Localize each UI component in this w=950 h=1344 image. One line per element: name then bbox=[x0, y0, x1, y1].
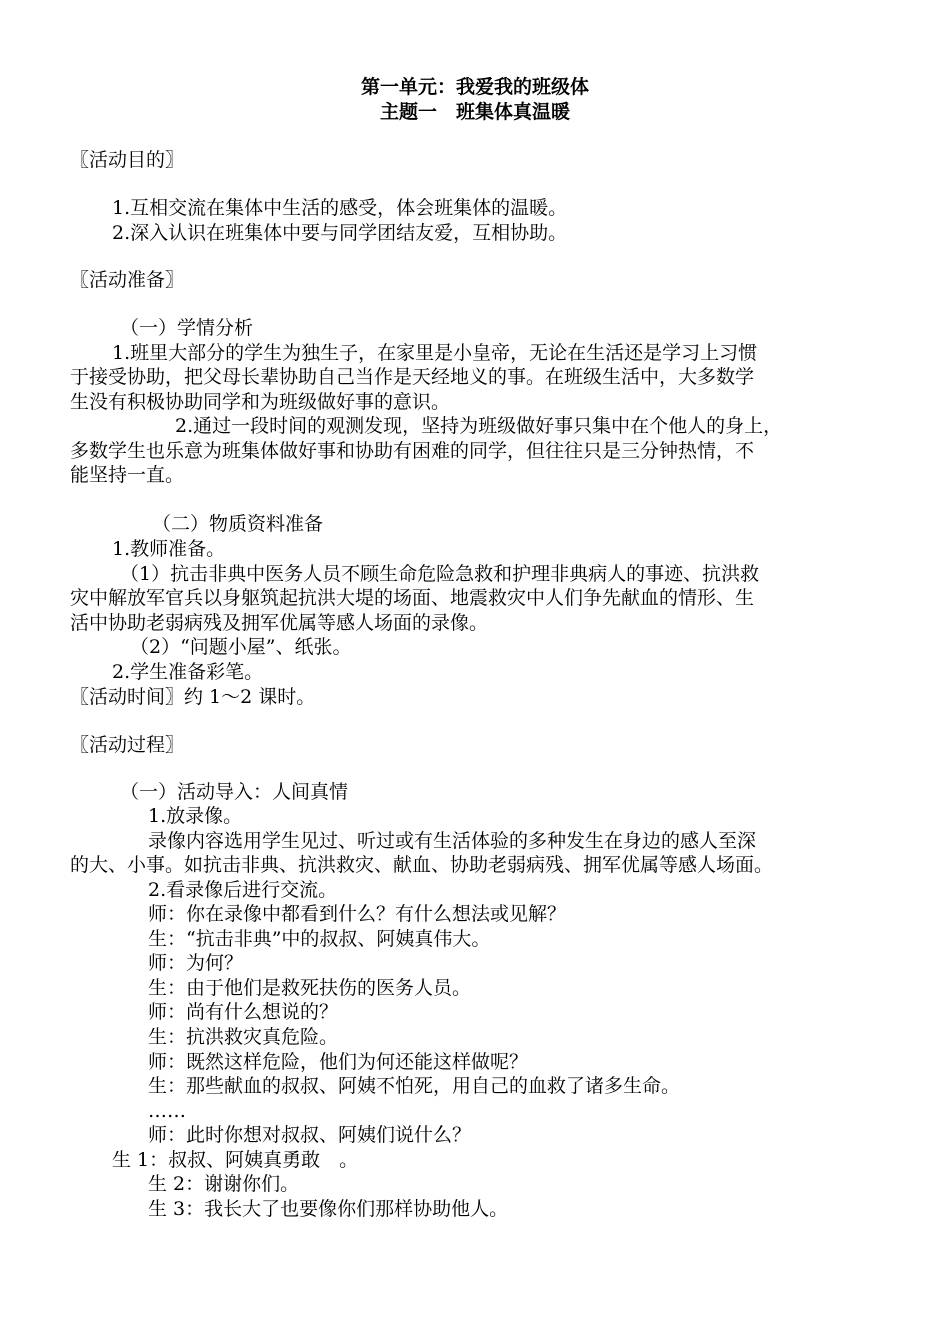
dialogue-line: 师：尚有什么想说的？ bbox=[148, 1001, 339, 1023]
materials-line: 2.学生准备彩笔。 bbox=[112, 661, 264, 683]
dialogue-line: 生：那些献血的叔叔、阿姨不怕死，用自己的血救了诸多生命。 bbox=[148, 1075, 681, 1097]
dialogue-line: 师：你在录像中都看到什么？有什么想法或见解？ bbox=[148, 903, 567, 925]
analysis-line: 生没有积极协助同学和为班级做好事的意识。 bbox=[70, 391, 451, 413]
purpose-item: 1.互相交流在集体中生活的感受，体会班集体的温暖。 bbox=[112, 197, 568, 219]
section-heading-purpose: 〖活动目的〗 bbox=[70, 149, 185, 171]
dialogue-line: 生：由于他们是救死扶伤的医务人员。 bbox=[148, 977, 472, 999]
dialogue-line: 师：此时你想对叔叔、阿姨们说什么？ bbox=[148, 1124, 472, 1146]
ellipsis: …… bbox=[148, 1100, 186, 1122]
analysis-line: 多数学生也乐意为班集体做好事和协助有困难的同学，但往往只是三分钟热情，不 bbox=[70, 440, 755, 462]
purpose-item: 2.深入认识在班集体中要与同学团结友爱，互相协助。 bbox=[112, 222, 568, 244]
intro-line: 1.放录像。 bbox=[148, 805, 243, 827]
subheading-materials: （二）物质资料准备 bbox=[152, 513, 324, 535]
dialogue-line: 生 2：谢谢你们。 bbox=[148, 1173, 300, 1195]
materials-line: （2）“问题小屋”、纸张。 bbox=[130, 636, 352, 658]
materials-line: 活中协助老弱病残及拥军优属等感人场面的录像。 bbox=[70, 612, 489, 634]
dialogue-line: 生：“抗击非典”中的叔叔、阿姨真伟大。 bbox=[148, 928, 491, 950]
section-heading-process: 〖活动过程〗 bbox=[70, 734, 185, 756]
intro-line: 2.看录像后进行交流。 bbox=[148, 879, 338, 901]
dialogue-line: 生 3：我长大了也要像你们那样协助他人。 bbox=[148, 1198, 509, 1220]
intro-line: 的大、小事。如抗击非典、抗洪救灾、献血、协助老弱病残、拥军优属等感人场面。 bbox=[70, 854, 774, 876]
dialogue-line: 师：为何？ bbox=[148, 952, 244, 974]
document-subtitle: 主题一 班集体真温暖 bbox=[379, 101, 570, 123]
materials-line: 1.教师准备。 bbox=[112, 538, 226, 560]
materials-line: （1）抗击非典中医务人员不顾生命危险急救和护理非典病人的事迹、抗洪救 bbox=[120, 563, 760, 585]
analysis-line: 于接受协助，把父母长辈协助自己当作是天经地义的事。在班级生活中，大多数学 bbox=[70, 366, 755, 388]
dialogue-line: 生 1：叔叔、阿姨真勇敢 。 bbox=[112, 1149, 359, 1171]
dialogue-line: 师：既然这样危险，他们为何还能这样做呢？ bbox=[148, 1051, 529, 1073]
subheading-intro: （一）活动导入：人间真情 bbox=[120, 781, 349, 803]
analysis-line: 1.班里大部分的学生为独生子，在家里是小皇帝，无论在生活还是学习上习惯 bbox=[112, 342, 758, 364]
document-title: 第一单元：我爱我的班级体 bbox=[360, 76, 589, 98]
analysis-line: 2.通过一段时间的观测发现，坚持为班级做好事只集中在个他人的身上， bbox=[175, 415, 783, 437]
activity-time: 〖活动时间〗约 1～2 课时。 bbox=[70, 686, 316, 708]
intro-line: 录像内容选用学生见过、听过或有生活体验的多种发生在身边的感人至深 bbox=[148, 830, 757, 852]
subheading-analysis: （一）学情分析 bbox=[120, 317, 254, 339]
dialogue-line: 生：抗洪救灾真危险。 bbox=[148, 1026, 339, 1048]
materials-line: 灾中解放军官兵以身躯筑起抗洪大堤的场面、地震救灾中人们争先献血的情形、生 bbox=[70, 587, 755, 609]
section-heading-preparation: 〖活动准备〗 bbox=[70, 269, 185, 291]
analysis-line: 能坚持一直。 bbox=[70, 464, 185, 486]
